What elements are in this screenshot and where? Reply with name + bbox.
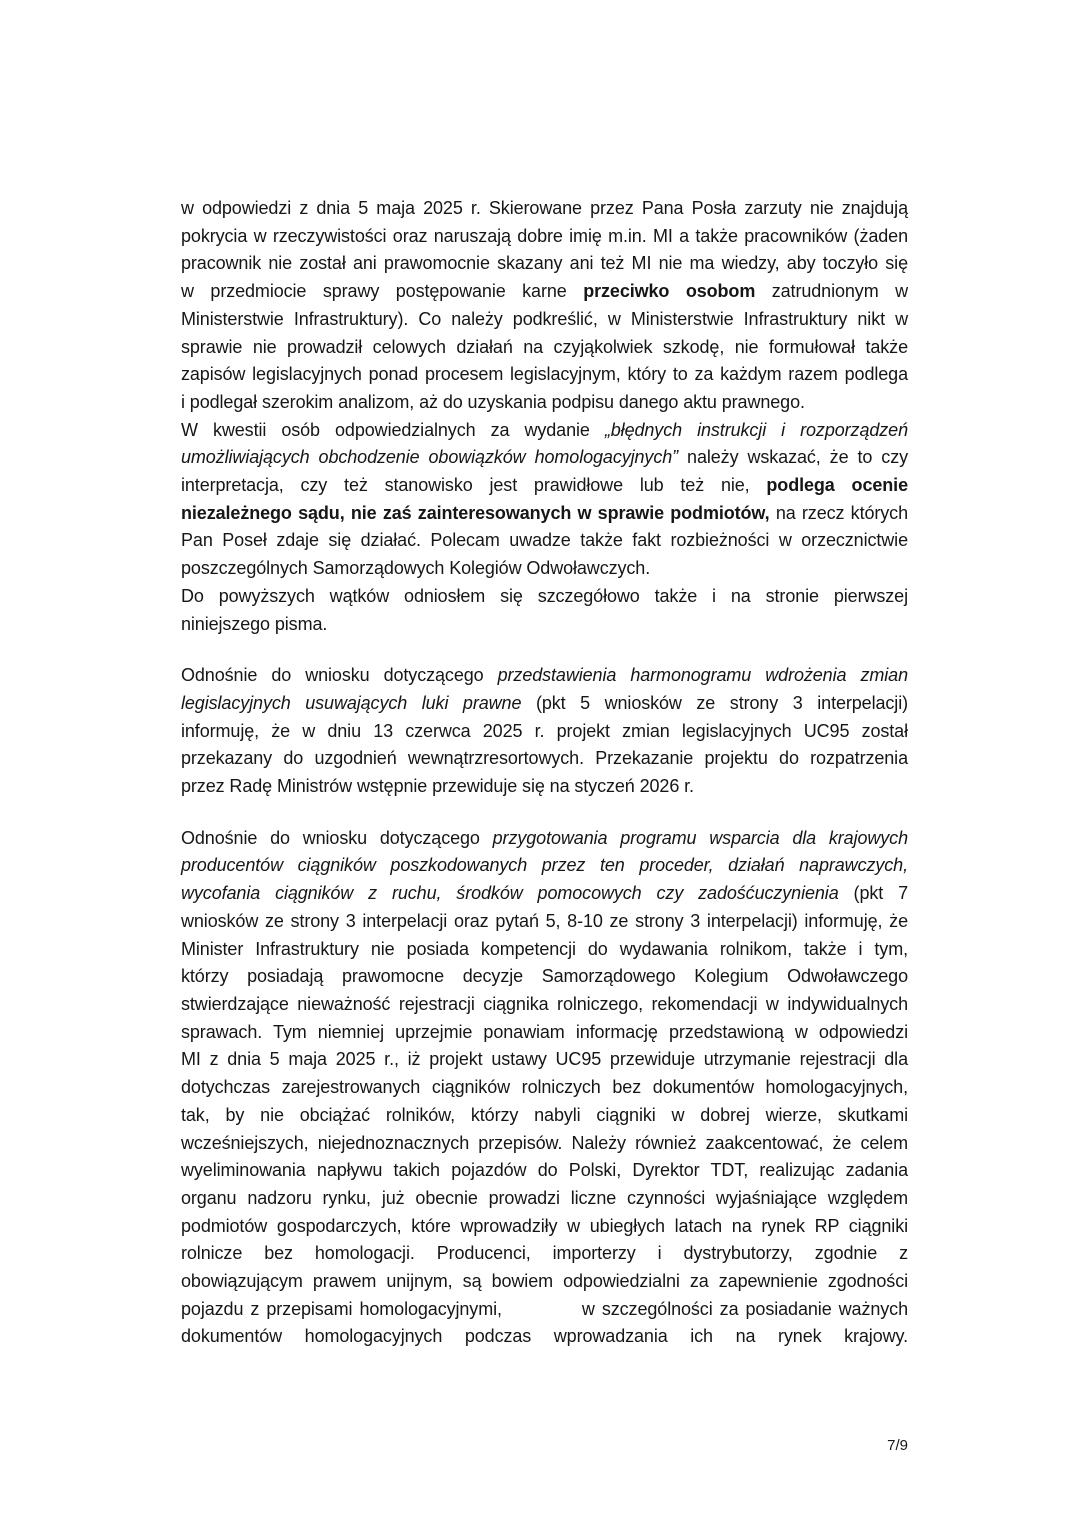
text-line <box>181 825 908 853</box>
text-run: zatrudnionym w <box>755 281 908 302</box>
text-line <box>181 880 908 908</box>
text-line <box>181 1296 908 1324</box>
text-line <box>181 361 908 389</box>
text-line <box>181 250 908 278</box>
text-line <box>181 852 908 880</box>
text-run: (pkt 7 <box>838 883 908 904</box>
text-run: wyeliminowania napływu takich pojazdów do Polski, Dyrektor TDT, realizując zadania <box>181 1160 908 1181</box>
text-run: W kwestii osób odpowiedzialnych za wydanie <box>181 419 605 440</box>
text-line <box>181 417 908 445</box>
text-run: tak, by nie obciążać rolników, którzy nabyli ciągniki w dobrej wierze, skutkami <box>181 1104 908 1125</box>
text-line <box>181 472 908 500</box>
text-line <box>181 1074 908 1102</box>
text-line <box>181 1240 908 1268</box>
text-line <box>181 1323 908 1351</box>
text-run: pracownik nie został ani prawomocnie skazany ani też MI nie ma wiedzy, aby toczyło się <box>181 253 908 274</box>
text-run: przygotowania programu wsparcia dla krajowych <box>492 827 908 848</box>
text-run: „błędnych instrukcji i rozporządzeń <box>604 419 908 440</box>
text-run: Ministerstwie Infrastruktury). Co należy podkreślić, w Ministerstwie Infrastruktury nikt w <box>181 308 908 329</box>
text-run: Odnośnie do wniosku dotyczącego <box>181 827 493 848</box>
text-run: w odpowiedzi z dnia 5 maja 2025 r. Skierowane przez Pana Posła zarzuty nie znajdują <box>181 198 908 218</box>
paragraph <box>181 195 908 417</box>
text-run: podmiotów gospodarczych, które wprowadziły w ubiegłych latach na rynek RP ciągniki <box>181 1215 908 1236</box>
text-run: poszczególnych Samorządowych Kolegiów Odwoławczych. <box>181 558 651 579</box>
text-line <box>181 1130 908 1158</box>
text-line <box>181 1046 908 1074</box>
text-run: przeciwko osobom <box>583 281 756 302</box>
text-run: legislacyjnych usuwających luki prawne <box>181 692 522 713</box>
text-line <box>181 1268 908 1296</box>
text-line <box>181 583 908 611</box>
text-run: interpretacja, czy też stanowisko jest prawidłowe lub też nie, <box>181 475 767 496</box>
text-line <box>181 306 908 334</box>
text-run: umożliwiających obchodzenie obowiązków homologacyjnych” <box>181 447 679 468</box>
text-run: stwierdzające nieważność rejestracji ciągnika rolniczego, rekomendacji w indywidualnych <box>181 993 908 1014</box>
text-run: sprawie nie prowadził celowych działań na czyjąkolwiek szkodę, nie formułował także <box>181 336 908 357</box>
text-run: niniejszego pisma. <box>181 613 328 634</box>
paragraph <box>181 417 908 583</box>
text-line <box>181 500 908 528</box>
text-run: Do powyższych wątków odniosłem się szczegółowo także i na stronie pierwszej <box>181 585 908 606</box>
document-body <box>181 195 908 1351</box>
text-run: przekazany do uzgodnień wewnątrzresortowych. Przekazanie projektu do rozpatrzenia <box>181 748 908 769</box>
text-line <box>181 195 908 223</box>
text-line <box>181 334 908 362</box>
text-run: pojazdu z przepisami homologacyjnymi, <box>181 1298 502 1319</box>
text-run: przez Radę Ministrów wstępnie przewiduje się na styczeń 2026 r. <box>181 776 694 797</box>
text-line <box>181 1185 908 1213</box>
text-run: Odnośnie do wniosku dotyczącego <box>181 665 498 686</box>
text-line <box>181 611 908 639</box>
text-line <box>181 1213 908 1241</box>
paragraph <box>181 662 908 801</box>
paragraph <box>181 825 908 1351</box>
text-run: niezależnego sądu, nie zaś zainteresowanych w sprawie podmiotów, <box>181 502 770 523</box>
text-run: w przedmiocie sprawy postępowanie karne <box>181 281 584 302</box>
text-run: wycofania ciągników z ruchu, środków pomocowych czy zadośćuczynienia <box>181 883 839 904</box>
text-run: dokumentów homologacyjnych podczas wprowadzania ich na rynek krajowy. <box>181 1326 908 1347</box>
text-line <box>181 444 908 472</box>
text-run: którzy posiadają prawomocne decyzje Samorządowego Kolegium Odwoławczego <box>181 966 908 987</box>
text-line <box>181 963 908 991</box>
text-run: dotychczas zarejestrowanych ciągników rolniczych bez dokumentów homologacyjnych, <box>181 1077 908 1098</box>
text-run: wniosków ze strony 3 interpelacji oraz pytań 5, 8-10 ze strony 3 interpelacji) informuję, że <box>181 910 908 931</box>
text-line <box>181 527 908 555</box>
text-line <box>181 773 908 801</box>
text-run: organu nadzoru rynku, już obecnie prowadzi liczne czynności wyjaśniające względem <box>181 1187 908 1208</box>
text-run: obowiązującym prawem unijnym, są bowiem odpowiedzialni za zapewnienie zgodności <box>181 1271 908 1292</box>
text-run: wcześniejszych, niejednoznacznych przepisów. Należy również zaakcentować, że celem <box>181 1132 908 1153</box>
text-line <box>181 936 908 964</box>
text-line <box>181 278 908 306</box>
text-run: zapisów legislacyjnych ponad procesem legislacyjnym, który to za każdym razem podlega <box>181 364 908 385</box>
text-line <box>181 1157 908 1185</box>
text-run: Minister Infrastruktury nie posiada kompetencji do wydawania rolnikom, także i tym, <box>181 938 908 959</box>
text-line <box>181 223 908 251</box>
text-run: Pan Poseł zdaje się działać. Polecam uwadze także fakt rozbieżności w orzecznictwie <box>181 530 908 551</box>
text-run: (pkt 5 wniosków ze strony 3 interpelacji) <box>521 692 908 713</box>
text-line <box>181 1019 908 1047</box>
text-run: sprawach. Tym niemniej uprzejmie ponawiam informację przedstawioną w odpowiedzi <box>181 1021 908 1042</box>
text-line <box>181 662 908 690</box>
text-run: i podlegał szerokim analizom, aż do uzyskania podpisu danego aktu prawnego. <box>181 391 805 412</box>
page-number: 7/9 <box>887 1437 908 1454</box>
paragraph <box>181 583 908 638</box>
text-run: w szczególności za posiadanie ważnych <box>581 1298 908 1319</box>
text-run: należy wskazać, że to czy <box>678 447 908 468</box>
text-run: podlega ocenie <box>766 475 908 496</box>
text-line <box>181 718 908 746</box>
text-run: producentów ciągników poszkodowanych przez ten proceder, działań naprawczych, <box>181 855 908 876</box>
text-run: informuję, że w dniu 13 czerwca 2025 r. projekt zmian legislacyjnych UC95 został <box>181 720 908 741</box>
text-run: na rzecz których <box>769 502 908 523</box>
redaction-gap <box>502 1314 582 1315</box>
text-line <box>181 991 908 1019</box>
text-run: pokrycia w rzeczywistości oraz naruszają dobre imię m.in. MI a także pracowników (żaden <box>181 225 908 246</box>
text-run: rolnicze bez homologacji. Producenci, importerzy i dystrybutorzy, zgodnie z <box>181 1243 908 1264</box>
text-run: przedstawienia harmonogramu wdrożenia zmian <box>497 665 908 686</box>
text-line <box>181 908 908 936</box>
text-line <box>181 389 908 417</box>
text-line <box>181 555 908 583</box>
text-line <box>181 1102 908 1130</box>
text-line <box>181 690 908 718</box>
text-run: MI z dnia 5 maja 2025 r., iż projekt ustawy UC95 przewiduje utrzymanie rejestracji dla <box>181 1049 908 1070</box>
text-line <box>181 745 908 773</box>
